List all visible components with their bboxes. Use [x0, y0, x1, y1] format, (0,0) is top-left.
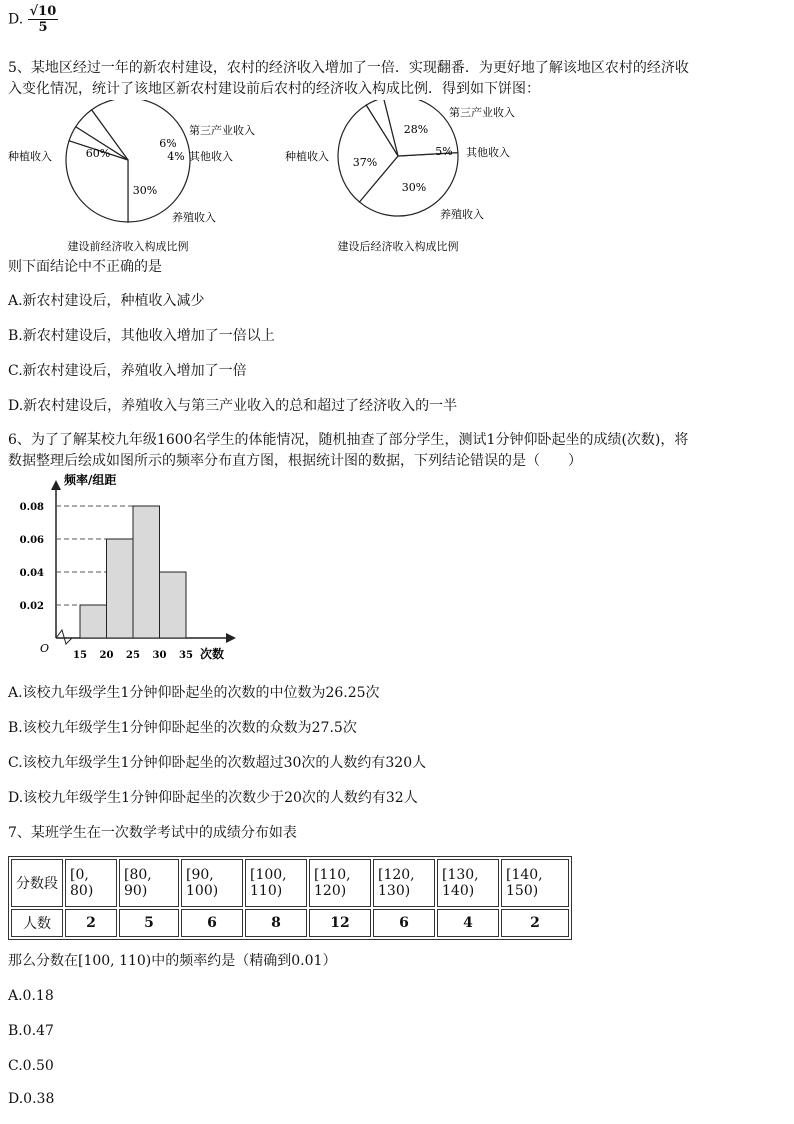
q6-option-d: D.该校九年级学生1分钟仰卧起坐的次数少于20次的人数约有32人 — [8, 790, 418, 806]
y-axis-arrow — [51, 480, 61, 490]
q6-option-a: A.该校九年级学生1分钟仰卧起坐的次数的中位数为26.25次 — [8, 685, 380, 701]
q5-option-d: D.新农村建设后，养殖收入与第三产业收入的总和超过了经济收入的一半 — [8, 398, 458, 414]
x-axis-arrow — [226, 633, 236, 643]
table-header-segment: 分数段 — [11, 859, 63, 907]
table-cell: [100, 110) — [245, 859, 307, 907]
q6-stem — [8, 430, 786, 472]
q4-option-d-label: D. — [8, 11, 24, 28]
axis-break — [56, 630, 72, 644]
pie-category-label: 其他收入 — [466, 146, 510, 159]
table-cell: 2 — [501, 909, 569, 937]
pie-value-label: 30% — [132, 184, 158, 197]
pie-value-label: 60% — [85, 147, 111, 160]
q6-stem-line2: 数据整理后绘成如图所示的频率分布直方图，根据统计图的数据，下列结论错误的是（ ） — [8, 453, 582, 469]
x-tick-label: 30 — [152, 650, 167, 661]
q5-stem-line2: 入变化情况，统计了该地区新农村建设前后农村的经济收入构成比例．得到如下饼图： — [8, 81, 540, 97]
pie-value-label: 30% — [401, 181, 427, 194]
y-tick-label: 0.04 — [19, 568, 44, 579]
y-axis-label: 频率/组距 — [64, 473, 117, 487]
q7-option-d: D.0.38 — [8, 1091, 55, 1107]
q6-option-b: B.该校九年级学生1分钟仰卧起坐的次数的众数为27.5次 — [8, 720, 357, 736]
table-cell: [120, 130) — [373, 859, 435, 907]
histogram-bar — [80, 605, 107, 638]
q7-option-b: B.0.47 — [8, 1023, 54, 1039]
table-cell: 8 — [245, 909, 307, 937]
y-tick-label: 0.02 — [19, 601, 44, 612]
table-header-count: 人数 — [11, 909, 63, 937]
q5-option-a: A.新农村建设后，种植收入减少 — [8, 293, 205, 309]
q5-stem-line1: 5、某地区经过一年的新农村建设，农村的经济收入增加了一倍．实现翻番．为更好地了解该地区农村的经济收 — [8, 60, 689, 76]
pie-value-label: 28% — [403, 123, 429, 136]
y-tick-label: 0.08 — [19, 502, 44, 513]
table-cell: 6 — [373, 909, 435, 937]
histogram — [0, 470, 260, 670]
table-cell: 12 — [309, 909, 371, 937]
pie-charts — [0, 100, 560, 260]
origin-label: O — [40, 642, 50, 655]
q4-option-d — [8, 4, 58, 35]
table-cell: [0, 80) — [65, 859, 117, 907]
table-cell: 5 — [119, 909, 179, 937]
table-row — [11, 859, 569, 907]
q5-stem — [8, 58, 786, 100]
x-tick-label: 35 — [179, 650, 193, 661]
q6-stem-line1: 6、为了了解某校九年级1600名学生的体能情况，随机抽查了部分学生，测试1分钟仰卧起坐的成绩(次数)，将 — [8, 432, 689, 448]
table-cell: [110, 120) — [309, 859, 371, 907]
x-tick-label: 20 — [99, 650, 114, 661]
fraction-numerator: √10 — [29, 4, 57, 19]
pie-value-label: 4% — [167, 150, 185, 163]
q5-question: 则下面结论中不正确的是 — [8, 259, 162, 275]
table-cell: 6 — [181, 909, 243, 937]
x-axis-label: 次数 — [199, 647, 225, 661]
histogram-bar — [160, 572, 187, 638]
q5-option-c: C.新农村建设后，养殖收入增加了一倍 — [8, 363, 247, 379]
table-cell: [130, 140) — [437, 859, 499, 907]
table-cell: 2 — [65, 909, 117, 937]
table-cell: [90, 100) — [181, 859, 243, 907]
pie-value-label: 37% — [352, 156, 378, 169]
pie-value-label: 6% — [159, 137, 177, 150]
x-tick-label: 25 — [126, 650, 140, 661]
table-cell: [140, 150) — [501, 859, 569, 907]
pie-chart-after — [285, 100, 515, 253]
x-tick-label: 15 — [73, 650, 87, 661]
q6-option-c: C.该校九年级学生1分钟仰卧起坐的次数超过30次的人数约有320人 — [8, 755, 427, 771]
y-tick-label: 0.06 — [19, 535, 44, 546]
fraction-denominator: 5 — [38, 20, 48, 35]
histogram-bar — [107, 539, 134, 638]
pie-category-label: 第三产业收入 — [189, 124, 255, 137]
q5-option-b: B.新农村建设后，其他收入增加了一倍以上 — [8, 328, 275, 344]
pie-category-label: 养殖收入 — [440, 208, 484, 221]
histogram-chart — [20, 472, 236, 661]
pie-category-label: 种植收入 — [285, 150, 329, 163]
q7-option-c: C.0.50 — [8, 1058, 54, 1074]
pie-category-label: 其他收入 — [189, 150, 233, 163]
q7-question: 那么分数在[100, 110)中的频率约是（精确到0.01） — [8, 953, 337, 969]
pie-category-label: 种植收入 — [8, 150, 52, 163]
table-row — [11, 909, 569, 937]
table-cell: [80, 90) — [119, 859, 179, 907]
pie-title: 建设前经济收入构成比例 — [67, 240, 189, 253]
pie-chart-before — [8, 100, 255, 253]
score-distribution-table — [8, 856, 572, 940]
pie-category-label: 养殖收入 — [172, 211, 216, 224]
pie-value-label: 5% — [435, 145, 453, 158]
q7-option-a: A.0.18 — [8, 988, 54, 1004]
table-cell: 4 — [437, 909, 499, 937]
q7-stem: 7、某班学生在一次数学考试中的成绩分布如表 — [8, 825, 297, 841]
pie-category-label: 第三产业收入 — [449, 106, 515, 119]
pie-title: 建设后经济收入构成比例 — [337, 240, 459, 253]
fraction — [28, 4, 59, 35]
histogram-bar — [133, 506, 160, 638]
